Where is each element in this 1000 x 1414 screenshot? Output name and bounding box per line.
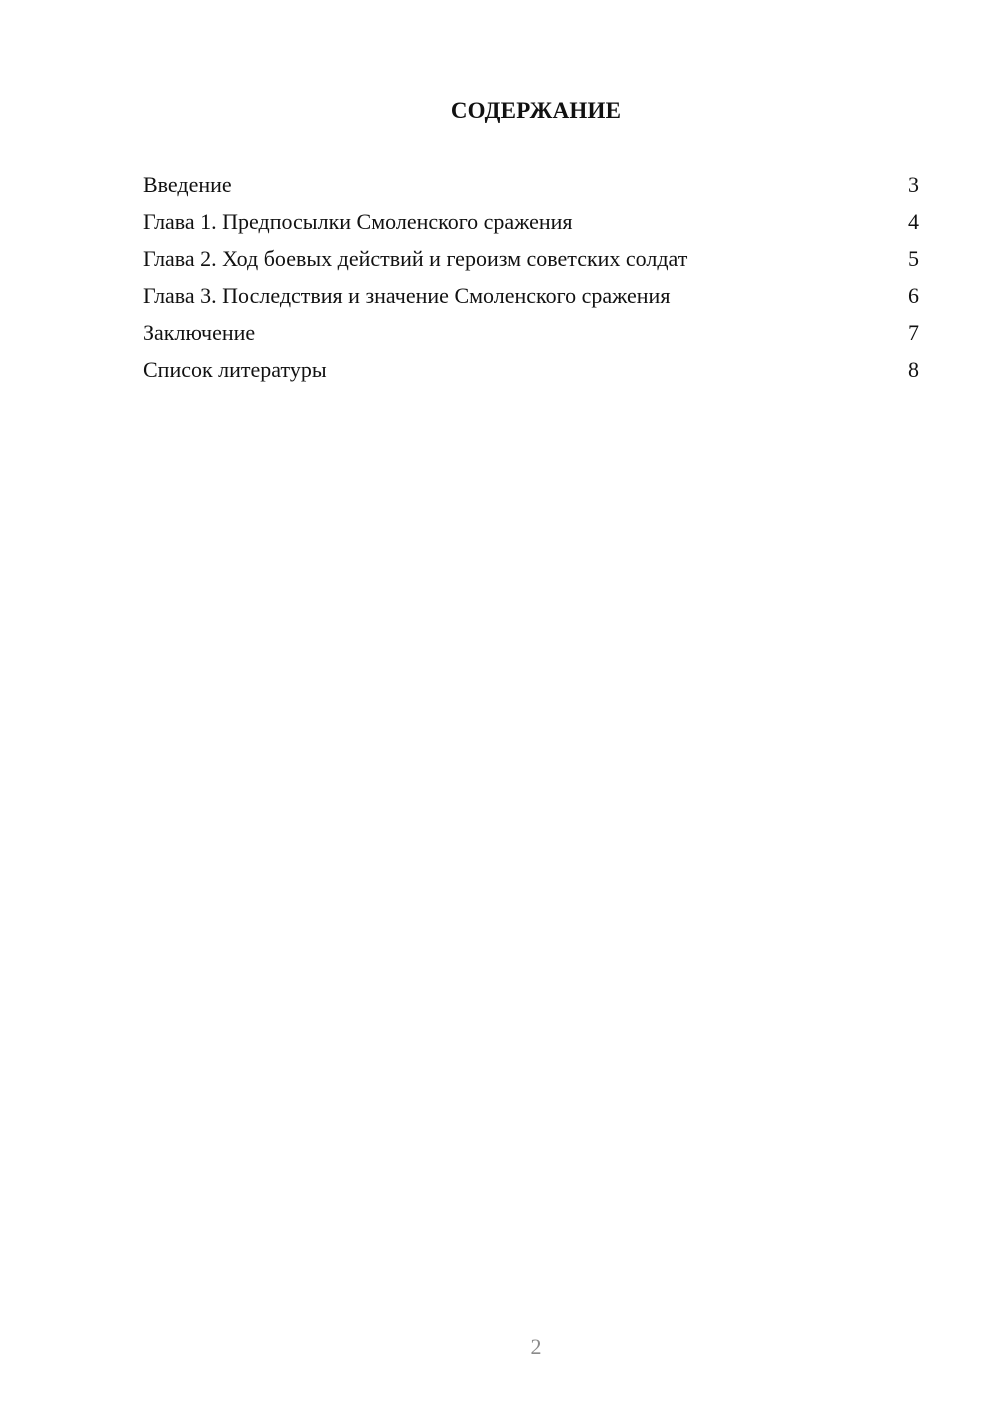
toc-entry: [143, 318, 919, 355]
toc-entry-label: Глава 2. Ход боевых действий и героизм советских солдат: [143, 246, 688, 271]
toc-entry-page: 5: [908, 246, 919, 271]
page-title: СОДЕРЖАНИЕ: [450, 98, 622, 123]
toc-entry-label: Глава 3. Последствия и значение Смоленского сражения: [143, 283, 671, 308]
toc-entry: [143, 244, 919, 281]
toc-entry: [143, 207, 919, 244]
toc-entry-page: 8: [908, 357, 919, 382]
toc-entry: [143, 170, 919, 207]
toc-entry-page: 4: [908, 209, 919, 234]
toc-entry-label: Введение: [143, 172, 232, 197]
toc-entry: [143, 281, 919, 318]
page-number: 2: [530, 1334, 542, 1359]
toc-entry-label: Заключение: [143, 320, 256, 345]
toc-entry-page: 6: [908, 283, 919, 308]
table-of-contents: [143, 170, 919, 392]
toc-entry: [143, 355, 919, 392]
toc-entry-page: 7: [908, 320, 919, 345]
toc-entry-label: Список литературы: [143, 357, 327, 382]
toc-entry-page: 3: [908, 172, 919, 197]
toc-entry-label: Глава 1. Предпосылки Смоленского сражения: [143, 209, 573, 234]
